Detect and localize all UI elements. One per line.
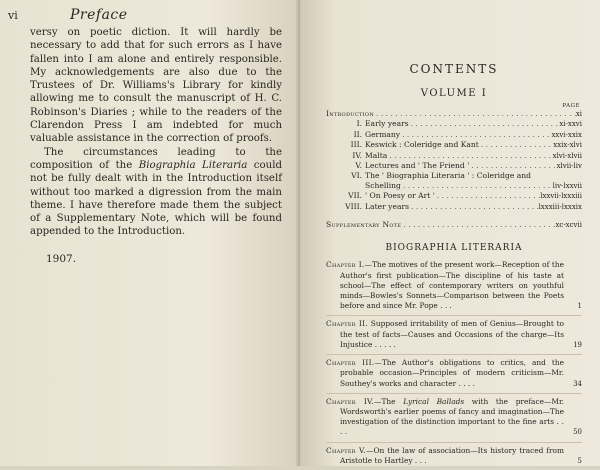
text-line: allowing me to consult the manuscript of H. C. Robinson's	[30, 93, 282, 118]
section-title: BIOGRAPHIA LITERARIA	[385, 243, 523, 254]
toc-page: liv-lxxvii	[552, 181, 582, 190]
chapter-summary: —The motives of the present work—Reception of the Author's first publication—The discipline of his taste at school—The effect of contemporary writers on youthful minds—Bowles's Sonnets—Comparison between the Poets before and since Mr. Pope	[340, 260, 565, 311]
chapter-page: 5	[577, 456, 582, 465]
toc-label: Introduction	[326, 109, 375, 118]
chapter-entry: Chapter IV.—The Lyrical Ballads with the preface—Mr. Wordsworth's earlier poems of fancy and imagination—The investigation of the distinction important to the fine arts . . . . 50	[326, 393, 582, 442]
leader-dots	[409, 119, 560, 128]
toc-page: xlvii-liv	[556, 162, 582, 171]
leader-dots	[401, 220, 555, 229]
page-number: vi	[8, 9, 18, 22]
toc-label: Malta	[365, 150, 388, 160]
text-line: The circumstances leading to the composition of the	[30, 146, 282, 171]
chapter-summary: —The Author's obligations to critics, and the probable occasion—Principles of modern criticism—Mr. Southey's works and character	[340, 358, 564, 388]
running-title: Preface	[70, 7, 128, 23]
text-line: of a Supplementary Note, which will be found appended	[30, 213, 282, 238]
leader-dots	[469, 161, 556, 170]
text-line: versy on poetic diction. It will hardly be necessary to	[30, 27, 282, 52]
toc-num: V.	[355, 161, 362, 171]
preface-text	[30, 26, 282, 265]
chapter-page: 34	[573, 379, 582, 388]
chapter-page: 19	[573, 340, 582, 349]
leader-dots	[479, 140, 553, 149]
text-line: to the Introduction.	[84, 226, 186, 238]
toc-label: ' On Poesy or Art '	[365, 191, 435, 201]
running-head	[8, 6, 282, 26]
toc-label: Later years	[365, 201, 409, 211]
toc-num: I.	[356, 119, 362, 129]
toc-page: xc-xcvii	[555, 221, 582, 230]
text-line: of proofs.	[223, 133, 273, 145]
toc-item-continued	[342, 181, 582, 191]
intro-subsections	[342, 119, 582, 212]
toc-page: xxix-xlvi	[553, 141, 582, 150]
toc-item	[342, 140, 582, 150]
toc-item	[342, 151, 582, 161]
page-column-label: PAGE	[562, 103, 580, 109]
toc-num: III.	[350, 140, 362, 150]
volume-title: VOLUME I	[420, 88, 488, 99]
toc-supplementary-note	[326, 220, 582, 230]
chapter-summary: Supposed irritability of men of Genius—Brought to the test of facts—Causes and Occasions of the charge—Its Injustice	[340, 319, 565, 349]
toc-page: xi	[575, 110, 582, 118]
toc-item	[342, 171, 582, 180]
book-title: Biographia Literaria	[138, 159, 248, 171]
toc-label: Supplementary Note	[326, 220, 402, 230]
chapter-summary-pre: —The	[374, 396, 404, 406]
toc-item	[342, 130, 582, 140]
leader-dots	[387, 151, 552, 160]
book-title: Lyrical Ballads	[403, 396, 465, 406]
chapter-label: Chapter II.	[326, 319, 368, 329]
contents-title: CONTENTS	[409, 62, 499, 76]
text-line: Introduction itself without too marked a digression from	[30, 173, 282, 198]
text-line: due to the Trustees of Dr. Williams's Library for kindly	[30, 66, 282, 92]
left-page	[0, 0, 300, 466]
leader-dots	[435, 191, 540, 200]
leader-dots	[409, 202, 539, 211]
preface-date: 1907.	[46, 252, 77, 265]
text-line: and entirely responsible. My acknowledgements are also	[30, 53, 282, 78]
chapter-summary-post: with the preface—Mr. Wordsworth's earlier poems of fancy and imagination—The investigation of the distinction important to the fine arts	[340, 396, 565, 427]
toc-page: lxxvii-lxxxiii	[540, 192, 582, 201]
text-line: am indebted for much valuable assistance in the correction	[30, 120, 283, 145]
text-line: the main theme. I have therefore made them the subject	[30, 186, 282, 211]
leader-dots	[374, 109, 576, 118]
toc-item	[342, 191, 582, 201]
toc-item	[342, 202, 582, 212]
toc-item	[342, 119, 582, 129]
preface-paragraph-1	[30, 26, 282, 146]
toc-label: Germany	[365, 129, 401, 139]
right-page	[300, 0, 600, 466]
toc-num: VI.	[351, 171, 362, 181]
toc-num: II.	[353, 129, 362, 139]
preface-paragraph-2	[30, 146, 282, 239]
chapter-label: Chapter III.	[326, 358, 375, 368]
toc-label: Lectures and ' The Friend '	[365, 161, 470, 171]
toc-page: lxxxiii-lxxxix	[538, 202, 582, 211]
toc-page: xlvi-xlvii	[552, 151, 582, 160]
toc-page: xi-xxvi	[559, 120, 582, 129]
chapter-summary: —On the law of association—Its history traced from Aristotle to Hartley	[340, 445, 564, 465]
text-line: add that for such errors as I have fallen into I am alone	[30, 40, 282, 65]
toc-label: Keswick : Coleridge and Kant	[365, 140, 479, 150]
chapter-page: 50	[573, 428, 582, 437]
toc-label: Early years	[365, 119, 409, 129]
toc-num: IV.	[352, 150, 362, 160]
toc-label: Schelling	[365, 180, 401, 190]
chapter-entry: Chapter II. Supposed irritability of men of Genius—Brought to the test of facts—Causes and Occasions of the charge—Its Injustice . . . . . 19	[326, 315, 582, 354]
toc-label: The ' Biographia Literaria ' : Coleridge and	[365, 171, 532, 181]
chapter-label: Chapter IV.	[326, 396, 375, 406]
leader-dots	[401, 181, 553, 190]
toc-page: xxvi-xxix	[551, 130, 582, 139]
chapter-page: 1	[577, 302, 582, 311]
toc-num: VIII.	[345, 201, 362, 211]
chapter-entry: Chapter I.—The motives of the present work—Reception of the Author's first publication—The discipline of his taste at school—The effect of contemporary writers on youthful minds—Bowles's Sonnets—Comparison between the Poets before and since Mr. Pope . . . 1	[326, 260, 582, 311]
toc-item	[342, 161, 582, 171]
chapter-entry: Chapter V.—On the law of association—Its history traced from Aristotle to Hartley . . . 5	[326, 442, 582, 470]
leader-dots	[400, 130, 551, 139]
text-line: Diaries ; while to the readers of the Clarendon Press I	[30, 106, 282, 132]
chapter-label: Chapter I.	[326, 260, 365, 270]
toc-num: VII.	[348, 191, 362, 201]
toc-introduction	[326, 109, 582, 119]
chapter-entry: Chapter III.—The Author's obligations to critics, and the probable occasion—Principles of modern criticism—Mr. Southey's works and character . . . . 34	[326, 354, 582, 393]
chapter-label: Chapter V.	[326, 445, 367, 455]
text-line: could not be fully dealt with in the	[30, 159, 282, 185]
